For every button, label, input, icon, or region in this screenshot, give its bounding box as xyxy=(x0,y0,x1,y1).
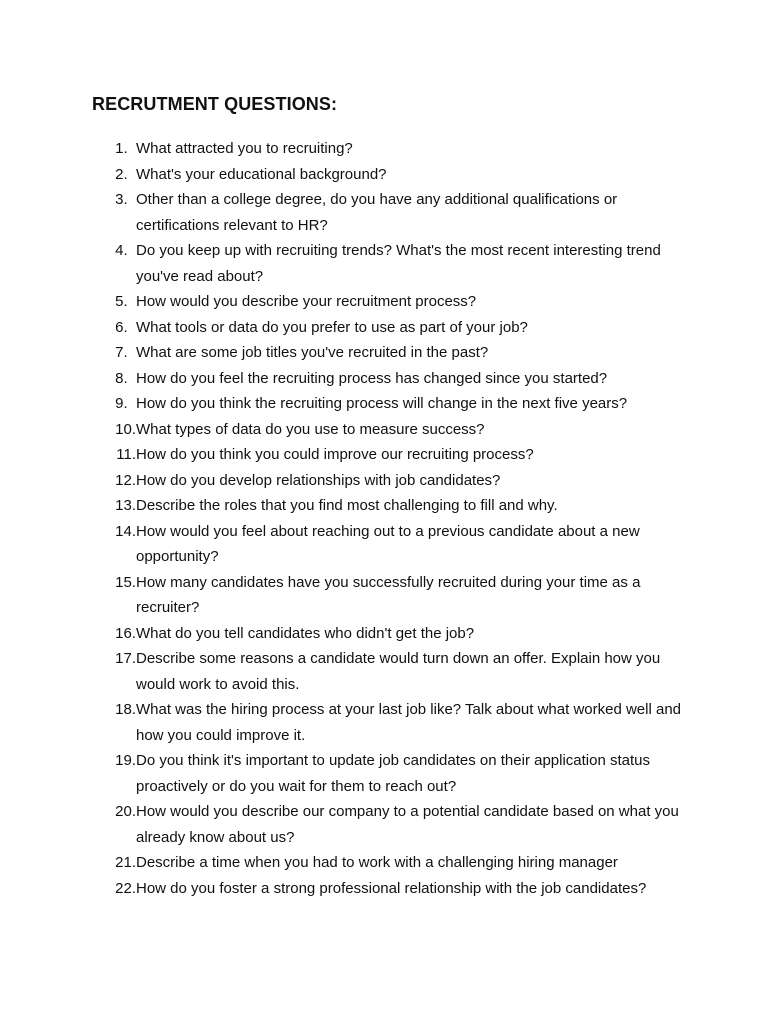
list-item xyxy=(92,799,692,850)
list-item xyxy=(92,238,692,289)
question-text: How would you feel about reaching out to a previous candidate about a new opportunity? xyxy=(136,522,640,565)
question-text: How would you describe our company to a potential candidate based on what you already know about us? xyxy=(136,803,679,846)
question-text: What tools or data do you prefer to use as part of your job? xyxy=(136,318,528,336)
list-item xyxy=(92,646,692,697)
list-item xyxy=(92,442,692,468)
question-number: 2. xyxy=(115,165,128,183)
page-title: RECRUTMENT QUESTIONS: xyxy=(92,94,338,114)
question-text: What are some job titles you've recruited in the past? xyxy=(136,344,489,361)
list-item xyxy=(92,136,692,162)
question-number: 14. xyxy=(115,522,136,540)
question-number: 5. xyxy=(115,293,128,310)
question-number: 1. xyxy=(115,140,128,157)
question-number: 17. xyxy=(115,650,136,667)
list-item xyxy=(92,340,692,366)
list-item xyxy=(92,850,692,876)
question-text: What's your educational background? xyxy=(136,165,387,183)
list-item xyxy=(92,315,692,341)
list-item xyxy=(92,748,692,799)
question-number: 15. xyxy=(115,573,136,591)
question-list xyxy=(92,136,692,901)
question-text: Do you think it's important to update job candidates on their application status proactively or do you wait for them to reach out? xyxy=(136,752,651,795)
question-text: Describe the roles that you find most challenging to fill and why. xyxy=(136,497,558,514)
question-text: Describe some reasons a candidate would turn down an offer. Explain how you would work to avoid this. xyxy=(136,650,661,693)
question-number: 4. xyxy=(115,242,128,259)
question-number: 16. xyxy=(115,624,136,642)
question-number: 10. xyxy=(115,420,136,438)
question-text: How do you develop relationships with job candidates? xyxy=(136,471,501,489)
list-item xyxy=(92,187,692,238)
question-text: What do you tell candidates who didn't get the job? xyxy=(136,624,475,642)
list-item xyxy=(92,519,692,570)
question-number: 21. xyxy=(115,854,136,871)
question-text: How would you describe your recruitment process? xyxy=(136,293,477,310)
question-number: 11. xyxy=(116,446,136,463)
question-text: What was the hiring process at your last job like? Talk about what worked well and how you could improve it. xyxy=(136,701,682,744)
question-text: Describe a time when you had to work with a challenging hiring manager xyxy=(136,854,618,871)
list-item xyxy=(92,289,692,315)
question-number: 22. xyxy=(115,879,136,897)
list-item xyxy=(92,162,692,188)
question-number: 18. xyxy=(115,701,136,718)
question-number: 9. xyxy=(115,395,128,412)
question-text: How many candidates have you successfully recruited during your time as a recruiter? xyxy=(136,573,641,616)
list-item xyxy=(92,468,692,494)
question-text: Other than a college degree, do you have any additional qualifications or certifications relevant to HR? xyxy=(136,191,618,234)
list-item xyxy=(92,493,692,519)
question-number: 3. xyxy=(115,191,128,208)
list-item xyxy=(92,417,692,443)
question-number: 13. xyxy=(115,497,136,514)
question-text: How do you foster a strong professional relationship with the job candidates? xyxy=(136,879,647,897)
question-number: 19. xyxy=(115,752,136,769)
list-item xyxy=(92,570,692,621)
question-text: What attracted you to recruiting? xyxy=(136,140,353,157)
question-text: How do you think the recruiting process will change in the next five years? xyxy=(136,395,628,412)
question-number: 6. xyxy=(115,318,128,336)
question-text: How do you feel the recruiting process has changed since you started? xyxy=(136,369,608,387)
list-item xyxy=(92,366,692,392)
question-number: 12. xyxy=(115,471,136,489)
question-text: Do you keep up with recruiting trends? What's the most recent interesting trend you've read about? xyxy=(136,242,661,285)
question-number: 20. xyxy=(115,803,136,820)
question-text: What types of data do you use to measure success? xyxy=(136,420,485,438)
list-item xyxy=(92,876,692,902)
list-item xyxy=(92,391,692,417)
question-number: 8. xyxy=(115,369,128,387)
question-text: How do you think you could improve our recruiting process? xyxy=(136,446,534,463)
list-item xyxy=(92,697,692,748)
list-item xyxy=(92,621,692,647)
question-number: 7. xyxy=(115,344,128,361)
